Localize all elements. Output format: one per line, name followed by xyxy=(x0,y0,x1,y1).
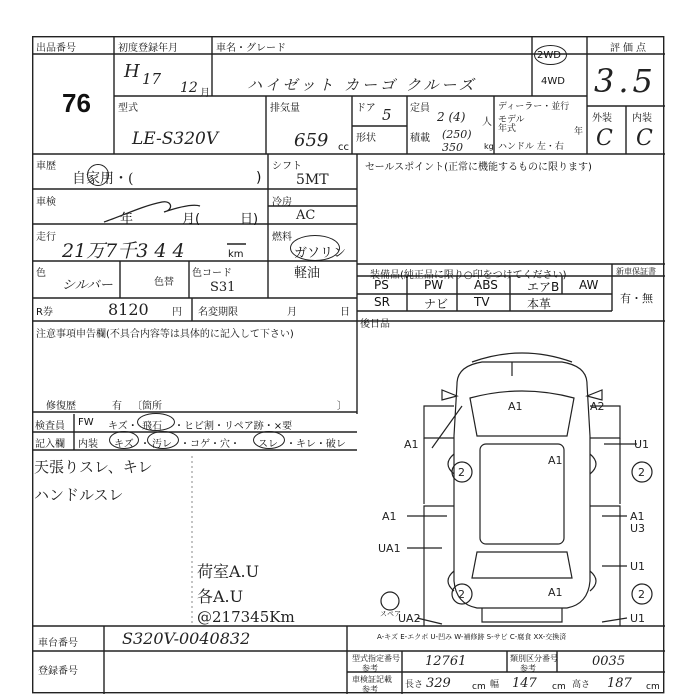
ac-value: AC xyxy=(296,208,316,223)
mark-left-door: A1 xyxy=(404,438,419,451)
color-change-label: 色替 xyxy=(154,277,174,288)
mark-right-mid: A1 xyxy=(630,510,645,523)
auction-sheet xyxy=(32,36,665,694)
shaken-strike xyxy=(102,196,202,226)
fuel-label: 燃料 xyxy=(272,232,292,243)
displacement-label: 排気量 xyxy=(270,103,300,114)
recycle-label: R券 xyxy=(36,307,53,318)
equipment-item: 本革 xyxy=(527,297,552,311)
lot-number-label: 出品番号 xyxy=(36,43,76,54)
drive-4wd: 4WD xyxy=(541,76,565,87)
chassis-label: 車台番号 xyxy=(38,638,78,649)
mark-front-right: A2 xyxy=(590,400,605,413)
remark-line-1: 天張りスレ、キレ xyxy=(34,458,153,476)
repair-value: 有 xyxy=(112,401,122,412)
equipment-item: エアB xyxy=(527,280,560,294)
history-value: 自家用・( xyxy=(72,171,134,187)
width-value: 147 xyxy=(512,676,537,691)
color-code-label: 色コード xyxy=(192,268,232,279)
type-cert-value: 12761 xyxy=(425,654,467,669)
notes-label: 注意事項申告欄(不具合内容等は具体的に記入して下さい) xyxy=(36,329,294,340)
history-label: 車歴 xyxy=(36,161,56,172)
sales-point-label: セールスポイント(正常に機能するものに限ります) xyxy=(365,162,592,173)
kizu-circle xyxy=(109,431,139,449)
capacity: 2 (4) xyxy=(437,110,466,124)
length-label: 長さ xyxy=(405,680,424,690)
shaken-day: 日) xyxy=(240,212,259,227)
first-reg-month: 12 xyxy=(180,80,198,96)
cm-3: cm xyxy=(646,682,660,692)
entry-kizu: キズ xyxy=(114,439,134,450)
car-name: ハイゼット カーゴ クルーズ xyxy=(247,76,477,94)
size-label: 車検証記載 xyxy=(352,675,392,684)
shift-value: 5MT xyxy=(296,172,329,188)
class-ref: 参考 xyxy=(520,664,536,673)
model-year-unit: 年 xyxy=(574,127,584,137)
color-value: シルバー xyxy=(62,278,113,293)
tobiishi-circle xyxy=(137,413,175,431)
doors-label: ドア xyxy=(356,103,376,114)
after-fit-label: 後日品 xyxy=(360,319,390,330)
remark-line-5: @217345Km xyxy=(197,608,295,626)
mark-right-mid-2: U3 xyxy=(630,522,646,535)
inspector-kizu: キズ・ xyxy=(108,421,138,432)
equipment-item: PS xyxy=(374,278,389,292)
mark-front-left: A1 xyxy=(508,400,523,413)
repair-close: 〕 xyxy=(337,401,347,412)
cm-2: cm xyxy=(552,682,566,692)
history-close: ) xyxy=(256,170,262,186)
entry-yogore: 汚レ xyxy=(152,439,172,450)
type-cert-label: 型式指定番号 xyxy=(352,654,400,663)
entry-label: 記入欄 xyxy=(35,439,65,450)
mark-roof: A1 xyxy=(548,454,563,467)
name-change-day: 日 xyxy=(340,307,350,318)
chassis-value: S320V-0040832 xyxy=(122,629,251,648)
remark-line-4: 各A.U xyxy=(197,587,244,606)
equipment-item: PW xyxy=(424,278,444,292)
shaken-year: 年 xyxy=(120,212,134,227)
recycle-value: 8120 xyxy=(108,300,149,319)
displacement: 659 xyxy=(294,130,329,151)
warranty-value: 有・無 xyxy=(620,292,653,305)
model-type: LE-S320V xyxy=(132,129,219,149)
repair-place: 〔箇所 xyxy=(132,401,162,412)
inspector-fw: FW xyxy=(78,417,94,428)
remark-line-2: ハンドルスレ xyxy=(34,486,124,504)
mark-left-rear: UA1 xyxy=(378,542,401,555)
recycle-unit: 円 xyxy=(172,307,182,318)
remark-line-3: 荷室A.U xyxy=(197,562,260,581)
inspector-rest: ・ヒビ割・リペア跡・×要 xyxy=(174,421,293,432)
equipment-item: TV xyxy=(474,295,490,309)
fuel-gas: ガソリン xyxy=(294,246,347,261)
type-cert-ref: 参考 xyxy=(362,664,378,673)
interior-label: 内装 xyxy=(632,113,652,124)
load-label: 積載 xyxy=(410,133,430,144)
repair-label: 修復歴 xyxy=(46,401,76,412)
inspector-label: 検査員 xyxy=(35,421,65,432)
doors: 5 xyxy=(382,106,392,124)
equipment-item: ABS xyxy=(474,278,498,292)
capacity-unit: 人 xyxy=(482,117,492,128)
class-label: 類別区分番号 xyxy=(510,654,558,663)
height-value: 187 xyxy=(607,676,632,691)
shift-label: シフト xyxy=(272,161,302,172)
color-code: S31 xyxy=(210,280,236,295)
mark-right-rear: U1 xyxy=(630,560,646,573)
shaken-label: 車検 xyxy=(36,197,56,208)
history-circle xyxy=(87,164,109,186)
first-reg-era: H xyxy=(124,61,140,82)
first-reg-label: 初度登録年月 xyxy=(118,43,178,54)
mark-fl-wheel: 2 xyxy=(458,466,465,479)
entry-dot: ・ xyxy=(140,439,150,450)
entry-interior: 内装 xyxy=(78,439,98,450)
mileage-unit: km xyxy=(228,249,244,260)
mark-left-mid: A1 xyxy=(382,510,397,523)
month-unit: 月 xyxy=(200,88,210,99)
lot-number: 76 xyxy=(62,88,91,118)
mark-right-door: U1 xyxy=(634,438,650,451)
car-name-label: 車名・グレード xyxy=(216,43,286,54)
mark-rr-wheel: 2 xyxy=(638,588,645,601)
equipment-item: SR xyxy=(374,295,390,309)
equipment-label: 装備品(純正品に限り○印をつけてください) xyxy=(370,270,567,281)
size-ref: 参考 xyxy=(362,685,378,694)
height-label: 高さ xyxy=(572,680,591,690)
first-reg-year: 17 xyxy=(142,70,162,88)
name-change-label: 名変期限 xyxy=(198,307,238,318)
model-year-label: モデル年式 xyxy=(498,115,525,134)
grade-value: 3.5 xyxy=(594,62,657,100)
length-value: 329 xyxy=(426,676,451,691)
drive-circle xyxy=(534,45,567,65)
ac-label: 冷房 xyxy=(272,197,292,208)
class-value: 0035 xyxy=(592,654,626,669)
drive-2wd: 2WD xyxy=(537,50,561,61)
shaken-month: 月( xyxy=(182,212,201,227)
model-type-label: 型式 xyxy=(118,103,138,114)
load-value: (250) 350 xyxy=(442,128,472,154)
inspector-tobiishi: 飛石 xyxy=(142,421,162,432)
sure-circle xyxy=(253,431,285,449)
capacity-label: 定員 xyxy=(410,103,430,114)
entry-end: ・キレ・破レ xyxy=(286,439,346,450)
mark-rear-right: U1 xyxy=(630,612,646,625)
diagram-legend: A-キズ E-エクボ U-凹み W-補修跡 S-サビ C-腐食 XX-交換済 xyxy=(377,633,567,641)
mark-rl-wheel: 2 xyxy=(458,588,465,601)
mileage-value: 21万7千3 4 4 xyxy=(62,240,185,262)
reg-label: 登録番号 xyxy=(38,666,78,677)
mark-rear-center: A1 xyxy=(548,586,563,599)
fuel-diesel: 軽油 xyxy=(294,266,321,281)
entry-sure: スレ xyxy=(258,439,278,450)
mark-fr-wheel: 2 xyxy=(638,466,645,479)
exterior-value: C xyxy=(596,126,613,151)
grade-label: 評価点 xyxy=(610,43,649,54)
fuel-circle xyxy=(290,235,340,261)
mileage-label: 走行 xyxy=(36,232,56,243)
mark-rear-left: UA2 xyxy=(398,612,421,625)
equipment-item: AW xyxy=(579,278,599,292)
yogore-circle xyxy=(147,431,179,449)
handle-label: ハンドル 左・右 xyxy=(498,142,564,152)
dealer-label: ディーラー・並行 xyxy=(498,102,570,112)
entry-middle: ・コゲ・穴・ xyxy=(180,439,240,450)
color-label: 色 xyxy=(36,268,46,279)
exterior-label: 外装 xyxy=(592,113,612,124)
cm-1: cm xyxy=(472,682,486,692)
equipment-item: ナビ xyxy=(424,297,449,311)
spare-label: スペア xyxy=(380,610,401,618)
load-unit: kg xyxy=(484,142,494,151)
shape-label: 形状 xyxy=(356,133,376,144)
interior-value: C xyxy=(636,126,653,151)
width-label: 幅 xyxy=(490,680,500,690)
warranty-label: 新車保証書 xyxy=(616,267,656,276)
displacement-unit: cc xyxy=(338,142,349,153)
car-diagram xyxy=(362,326,665,626)
name-change-month: 月 xyxy=(287,307,297,318)
